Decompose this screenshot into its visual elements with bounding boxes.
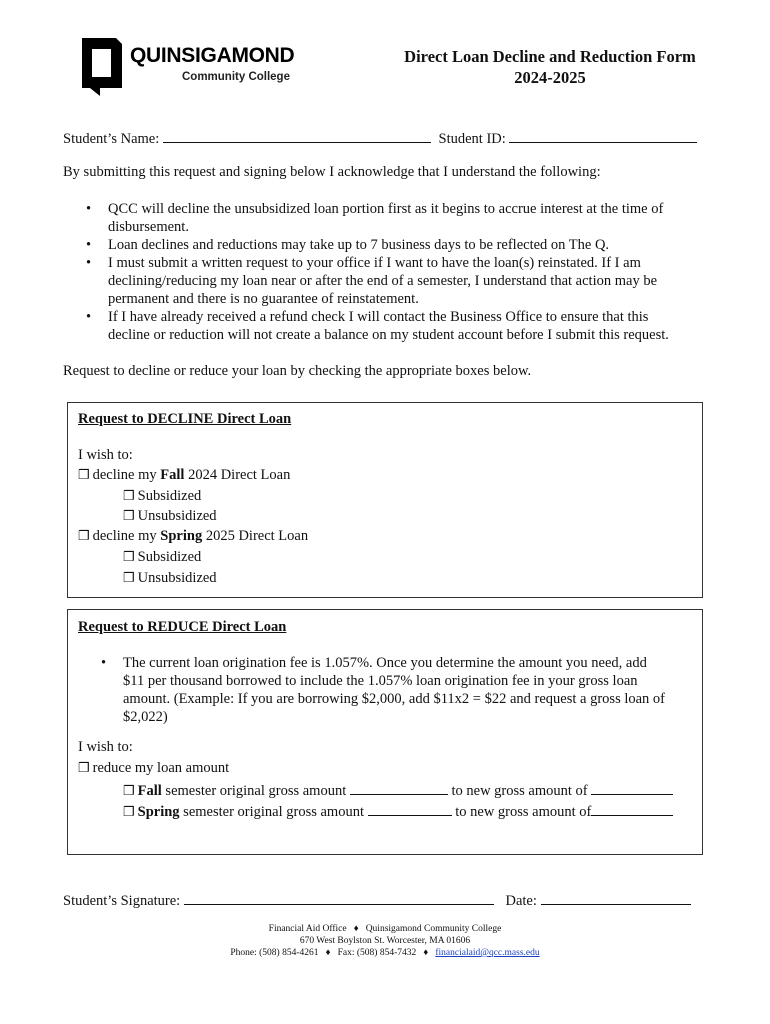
form-year: 2024-2025: [514, 68, 586, 87]
bullet-line: decline or reduction will not create a balance on my student account before I submit this request.: [108, 327, 669, 343]
college-logo: [82, 38, 312, 98]
student-name-field[interactable]: [163, 128, 431, 143]
option-text: Subsidized: [137, 549, 202, 565]
decline-section: [67, 402, 703, 598]
date-field[interactable]: [541, 890, 691, 905]
bullet-icon: •: [86, 237, 92, 253]
option-text: decline my: [92, 467, 157, 483]
reduce-section: [67, 609, 703, 855]
list-item: [86, 236, 708, 254]
signature-label: Student’s Signature:: [63, 893, 184, 909]
bullet-icon: •: [86, 201, 92, 217]
footer-fax: Fax: (508) 854-7432: [337, 948, 417, 958]
reduce-fall-row: [123, 780, 673, 800]
footer-college: Quinsigamond Community College: [365, 924, 502, 934]
diamond-icon: ♦: [353, 924, 359, 934]
bullet-line: I must submit a written request to your office if I want to have the loan(s) reinstated. If I am: [108, 255, 641, 271]
bullet-icon: •: [101, 655, 107, 671]
checkbox-icon[interactable]: ❒: [123, 783, 135, 798]
acknowledgement-intro: By submitting this request and signing below I acknowledge that I understand the following:: [63, 164, 601, 180]
reduce-note-list: [101, 654, 693, 726]
checkbox-icon[interactable]: ❒: [123, 570, 135, 585]
fall-original-amount-field[interactable]: [350, 780, 448, 795]
form-title: [380, 46, 720, 88]
term-spring: Spring: [160, 528, 203, 544]
bullet-line: If I have already received a refund check I will contact the Business Office to ensure that this: [108, 309, 649, 325]
option-text: semester original gross amount: [183, 804, 364, 820]
option-text: to new gross amount of: [451, 783, 588, 799]
bullet-icon: •: [86, 255, 92, 271]
acknowledgement-list: [86, 200, 708, 344]
spring-new-amount-field[interactable]: [591, 801, 673, 816]
decline-fall-option[interactable]: [78, 466, 290, 484]
bullet-line: QCC will decline the unsubsidized loan portion first as it begins to accrue interest at the time of: [108, 201, 664, 217]
option-text: semester original gross amount: [165, 783, 347, 799]
decline-heading: Request to DECLINE Direct Loan: [78, 411, 292, 427]
option-text: decline my: [92, 528, 157, 544]
reduce-heading: Request to REDUCE Direct Loan: [78, 619, 287, 635]
option-text: 2024 Direct Loan: [188, 467, 291, 483]
option-text: Unsubsidized: [137, 508, 217, 524]
spring-original-amount-field[interactable]: [368, 801, 452, 816]
diamond-icon: ♦: [325, 948, 331, 958]
checkbox-icon[interactable]: ❒: [78, 467, 90, 482]
option-text: to new gross amount of: [455, 804, 592, 820]
list-item: [86, 254, 708, 308]
note-line: amount. (Example: If you are borrowing $2,000, add $11x2 = $22 and request a gross loan of: [123, 691, 666, 707]
checkbox-icon[interactable]: ❒: [78, 760, 90, 775]
student-id-label: Student ID:: [438, 131, 510, 147]
note-line: $2,022): [123, 709, 168, 725]
student-name-label: Student’s Name:: [63, 131, 163, 147]
logo-subtitle: Community College: [182, 71, 290, 83]
decline-fall-unsubsidized[interactable]: [123, 507, 217, 525]
bullet-line: declining/reducing my loan near or after the end of a semester, I understand that action may be: [108, 273, 658, 289]
reduce-wish-label: I wish to:: [78, 739, 133, 755]
checkbox-icon[interactable]: ❒: [123, 804, 135, 819]
option-text: reduce my loan amount: [92, 760, 230, 776]
decline-spring-unsubsidized[interactable]: [123, 569, 217, 587]
bullet-icon: •: [86, 309, 92, 325]
decline-spring-subsidized[interactable]: [123, 548, 201, 566]
reduce-spring-row: [123, 801, 673, 821]
footer-office: Financial Aid Office: [268, 924, 347, 934]
logo-name: QUINSIGAMOND: [130, 44, 295, 67]
term-fall: Fall: [160, 467, 185, 483]
footer-line1: [0, 923, 770, 935]
checkbox-icon[interactable]: ❒: [78, 528, 90, 543]
signature-row: [63, 890, 691, 910]
date-label: Date:: [505, 893, 541, 909]
bullet-line: disbursement.: [108, 219, 189, 235]
list-item: [86, 308, 708, 344]
note-line: $11 per thousand borrowed to include the 1.057% loan origination fee in your gross loan: [123, 673, 638, 689]
footer-line3: [0, 947, 770, 959]
option-text: 2025 Direct Loan: [205, 528, 309, 544]
checkbox-icon[interactable]: ❒: [123, 549, 135, 564]
note-line: The current loan origination fee is 1.057%. Once you determine the amount you need, add: [123, 655, 647, 671]
checkbox-icon[interactable]: ❒: [123, 508, 135, 523]
footer-phone: Phone: (508) 854-4261: [230, 948, 319, 958]
decline-spring-option[interactable]: [78, 527, 308, 545]
student-id-field[interactable]: [509, 128, 697, 143]
list-item: [86, 200, 708, 236]
term-spring: Spring: [137, 804, 180, 820]
logo-mark-icon: [82, 38, 124, 96]
footer-email-link[interactable]: financialaid@qcc.mass.edu: [435, 948, 540, 958]
form-title-line1: Direct Loan Decline and Reduction Form: [404, 47, 696, 66]
student-info-row: [63, 128, 697, 148]
option-text: Subsidized: [137, 488, 202, 504]
footer-address: 670 West Boylston St. Worcester, MA 01606: [299, 936, 471, 946]
checkbox-icon[interactable]: ❒: [123, 488, 135, 503]
diamond-icon: ♦: [423, 948, 429, 958]
reduce-option[interactable]: [78, 759, 229, 777]
request-instructions: Request to decline or reduce your loan by checking the appropriate boxes below.: [63, 363, 532, 379]
bullet-line: Loan declines and reductions may take up to 7 business days to be reflected on The Q.: [108, 237, 610, 253]
term-fall: Fall: [137, 783, 162, 799]
decline-wish-label: I wish to:: [78, 447, 133, 463]
list-item: [101, 654, 693, 726]
signature-field[interactable]: [184, 890, 494, 905]
fall-new-amount-field[interactable]: [591, 780, 673, 795]
bullet-line: permanent and there is no guarantee of reinstatement.: [108, 291, 419, 307]
option-text: Unsubsidized: [137, 570, 217, 586]
footer: [0, 923, 770, 959]
decline-fall-subsidized[interactable]: [123, 487, 201, 505]
